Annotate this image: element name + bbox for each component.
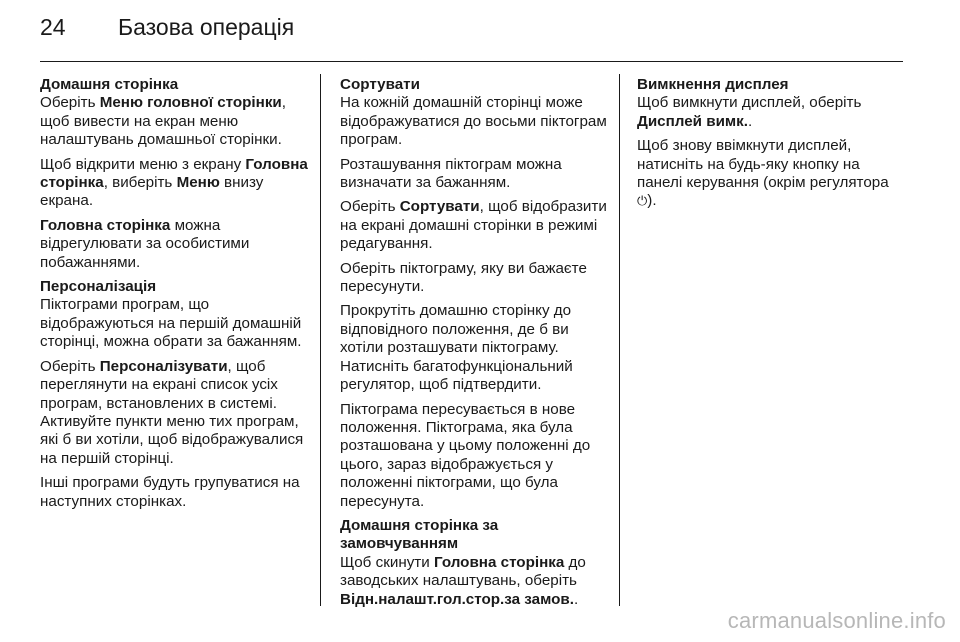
text: . — [573, 590, 579, 608]
paragraph — [40, 94, 308, 149]
menu-term: Відн.налашт.гол.стор.за замов. — [340, 590, 574, 608]
text: , щоб відобразити на екрані домашні сторінки в режимі редагування. — [340, 198, 607, 253]
text: Щоб знову ввімкнути дисплей, натисніть на будь-яку кнопку на панелі керування (окрім регулятора — [637, 137, 889, 192]
text: . — [747, 112, 753, 130]
page-title: Базова операція — [118, 14, 295, 40]
menu-term: Головна сторінка — [40, 216, 171, 234]
menu-term: Персоналізувати — [99, 357, 228, 375]
paragraph: На кожній домашній сторінці може відображуватися до восьми піктограм програм. — [340, 94, 607, 149]
paragraph: Оберіть піктограму, яку ви бажаєте пересунути. — [340, 259, 587, 296]
header-divider — [40, 61, 903, 62]
power-icon: ⏻ — [637, 193, 648, 209]
section-heading-default-home-page: Домашня сторінка за замовчуванням — [340, 516, 499, 553]
menu-term: Меню головної сторінки — [99, 94, 282, 112]
watermark: carmanualsonline.info — [727, 608, 946, 633]
paragraph — [40, 217, 308, 272]
text: можна відрегулювати за особистими побажаннями. — [40, 216, 250, 271]
text: , щоб вивести на екран меню налаштувань домашньої сторінки. — [40, 94, 286, 149]
menu-term: Сортувати — [399, 198, 480, 216]
menu-term: Головна сторінка — [40, 155, 308, 192]
paragraph — [637, 137, 905, 211]
paragraph: Піктограма пересувається в нове положення. Піктограма, яка була розташована у цьому положенні до цього, зараз відображується у положенні піктограми, що була пересунута. — [340, 400, 591, 510]
paragraph: Прокрутіть домашню сторінку до відповідного положення, де б ви хотіли розташувати піктограму. Натисніть багатофункціональний регулятор, щоб підтвердити. — [340, 302, 573, 394]
paragraph — [637, 94, 905, 131]
page-number: 24 — [40, 14, 66, 40]
paragraph — [340, 554, 608, 609]
menu-term: Меню — [176, 174, 220, 192]
text: Щоб скинути — [340, 553, 434, 571]
text: , виберіть — [103, 174, 177, 192]
paragraph: Інші програми будуть групуватися на наступних сторінках. — [40, 474, 300, 510]
column-divider-1 — [320, 74, 321, 606]
column-divider-2 — [619, 74, 620, 606]
section-heading-sort: Сортувати — [340, 76, 420, 93]
text: ). — [647, 192, 657, 210]
column-middle — [340, 76, 608, 615]
paragraph — [340, 198, 608, 253]
paragraph — [40, 358, 308, 468]
text: Щоб вимкнути дисплей, оберіть — [637, 94, 862, 112]
text: Щоб відкрити меню з екрану — [40, 155, 246, 173]
menu-term: Дисплей вимк. — [637, 112, 748, 130]
paragraph: Піктограми програм, що відображуються на першій домашній сторінці, можна обрати за бажанням. — [40, 296, 302, 351]
text: Оберіть — [40, 94, 100, 112]
column-right — [637, 76, 905, 217]
text: Оберіть — [40, 357, 100, 375]
text: Оберіть — [340, 198, 400, 216]
column-left — [40, 76, 308, 517]
text: внизу екрана. — [40, 174, 264, 210]
paragraph: Розташування піктограм можна визначати за бажанням. — [340, 155, 562, 192]
text: до заводських налаштувань, оберіть — [340, 553, 586, 590]
section-heading-personalization: Персоналізація — [40, 278, 157, 296]
menu-term: Головна сторінка — [433, 553, 565, 571]
paragraph — [40, 156, 308, 211]
section-heading-display-off: Вимкнення дисплея — [637, 76, 789, 93]
text: , щоб переглянути на екрані список усіх програм, встановлених в системі. Активуйте пункти меню тих програм, які б ви хотіли, щоб відображувалися на першій сторінці. — [40, 357, 304, 467]
page-header — [40, 14, 294, 46]
section-heading-home-page: Домашня сторінка — [40, 76, 179, 93]
